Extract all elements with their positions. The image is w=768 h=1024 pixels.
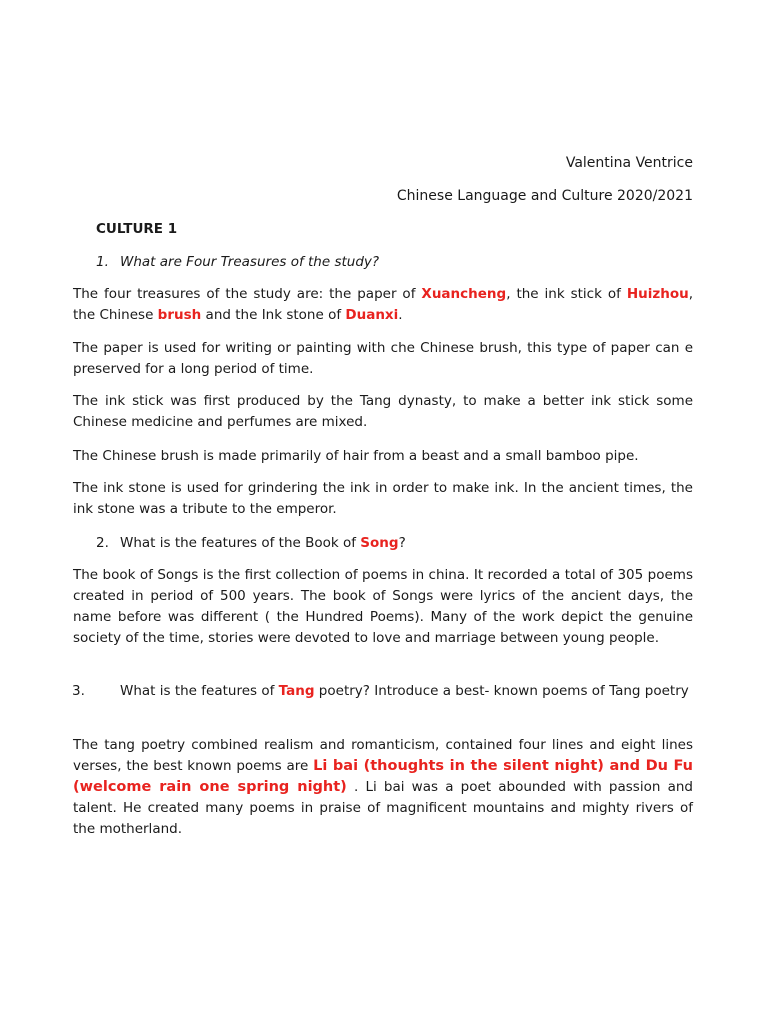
question-3-number: 3. bbox=[72, 683, 85, 699]
paragraph-ink-stone: The ink stone is used for grindering the ink in order to make ink. In the ancient times, the ink stone was a tribute to the emperor. bbox=[73, 480, 693, 517]
highlight-song: Song bbox=[360, 535, 399, 551]
author-name: Valentina Ventrice bbox=[565, 155, 693, 171]
question-1-number: 1. bbox=[96, 254, 109, 270]
question-2-text: What is the features of the Book of bbox=[120, 535, 361, 551]
highlight-tang: Tang bbox=[278, 683, 315, 699]
question-2 bbox=[96, 533, 696, 554]
highlight-duanxi: Duanxi bbox=[345, 307, 399, 323]
section-heading: CULTURE 1 bbox=[96, 221, 178, 237]
question-3-text: What is the features of bbox=[120, 683, 279, 699]
text-run: and the Ink stone of bbox=[201, 307, 346, 323]
paragraph-brush: The Chinese brush is made primarily of hair from a beast and a small bamboo pipe. bbox=[73, 448, 639, 464]
text-run: , the ink stick of bbox=[506, 286, 627, 302]
highlight-huizhou: Huizhou bbox=[626, 286, 689, 302]
paragraph-paper: The paper is used for writing or painting with che Chinese brush, this type of paper can e preserved for a long period of time. bbox=[73, 340, 693, 377]
text-run: , the Chinese bbox=[73, 286, 694, 323]
question-1 bbox=[96, 252, 696, 273]
highlight-xuancheng: Xuancheng bbox=[421, 286, 507, 302]
highlight-brush: brush bbox=[157, 307, 202, 323]
question-3 bbox=[72, 681, 696, 702]
text-run: The four treasures of the study are: the paper of bbox=[73, 286, 422, 302]
paragraph-four-treasures bbox=[73, 284, 693, 326]
text-run: ? bbox=[398, 535, 406, 551]
question-2-number: 2. bbox=[96, 535, 109, 551]
paragraph-book-of-songs: The book of Songs is the first collection of poems in china. It recorded a total of 305 poems created in period of 500 years. The book of Songs were lyrics of the ancient days, the name before was different ( the Hundred Poems). Many of the work depict the genuine society of the time, stories were devoted to love and marriage between young people. bbox=[73, 567, 693, 646]
text-run: poetry? Introduce a best- known poems of Tang poetry bbox=[314, 683, 689, 699]
course-title: Chinese Language and Culture 2020/2021 bbox=[396, 188, 693, 204]
paragraph-tang-poetry bbox=[73, 735, 693, 840]
text-run: . Li bai was a poet abounded with passion and talent. He created many poems in praise of magnificent mountains and mighty rivers of the motherland. bbox=[73, 779, 693, 837]
paragraph-ink-stick: The ink stick was first produced by the Tang dynasty, to make a better ink stick some Chinese medicine and perfumes are mixed. bbox=[73, 393, 693, 430]
text-run: . bbox=[398, 307, 403, 323]
highlight-poems: Li bai (thoughts in the silent night) and Du Fu (welcome rain one spring night) bbox=[73, 758, 693, 795]
question-1-text: What are Four Treasures of the study? bbox=[120, 254, 380, 270]
text-run: The tang poetry combined realism and romanticism, contained four lines and eight lines verses, the best known poems are bbox=[73, 737, 693, 774]
